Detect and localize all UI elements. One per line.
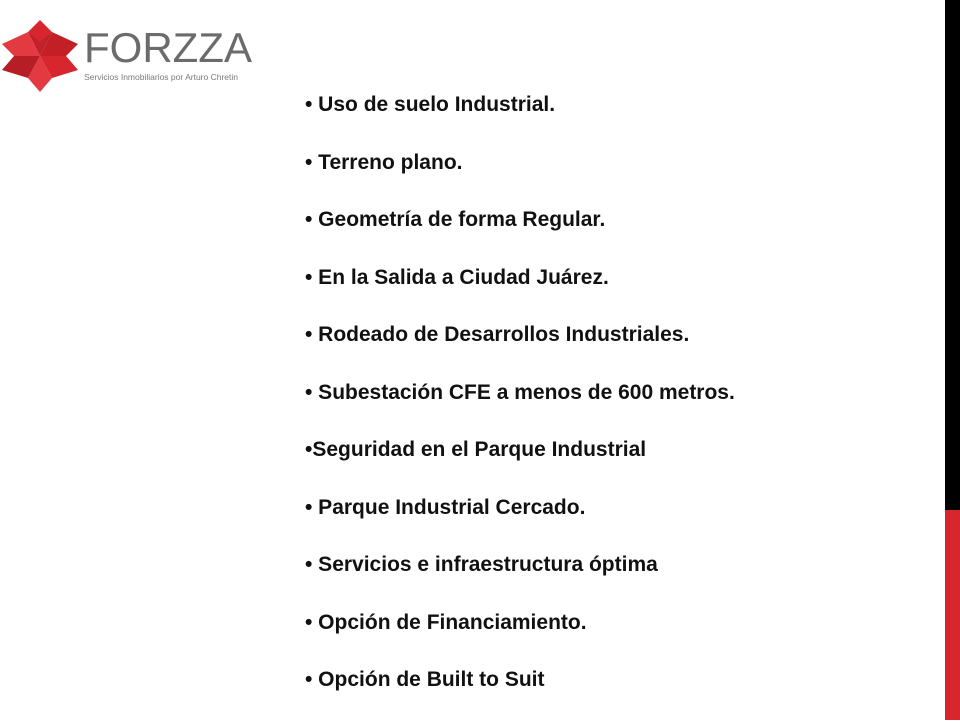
feature-item: •Seguridad en el Parque Industrial: [305, 438, 647, 461]
feature-item: • Terreno plano.: [305, 150, 463, 174]
feature-list: [305, 91, 735, 724]
feature-item: • Opción de Built to Suit: [305, 668, 545, 691]
feature-item: • Opción de Financiamiento.: [305, 610, 587, 634]
feature-item: • Uso de suelo Industrial.: [305, 93, 556, 116]
feature-item: • Parque Industrial Cercado.: [305, 495, 586, 519]
feature-item: • Geometría de forma Regular.: [305, 208, 606, 231]
logo-tagline: Servicios Inmobiliarios por Arturo Chretin: [84, 72, 239, 82]
feature-item: • En la Salida a Ciudad Juárez.: [305, 265, 609, 289]
company-logo: [0, 18, 260, 96]
sidebar-accent-black: [945, 0, 960, 510]
forzza-logo-icon: [0, 18, 82, 94]
logo-wordmark: FORZZA: [84, 24, 252, 71]
feature-item: • Subestación CFE a menos de 600 metros.: [305, 380, 735, 404]
feature-item: • Servicios e infraestructura óptima: [305, 553, 658, 576]
sidebar-accent-red: [945, 510, 960, 720]
feature-item: • Rodeado de Desarrollos Industriales.: [305, 323, 690, 346]
